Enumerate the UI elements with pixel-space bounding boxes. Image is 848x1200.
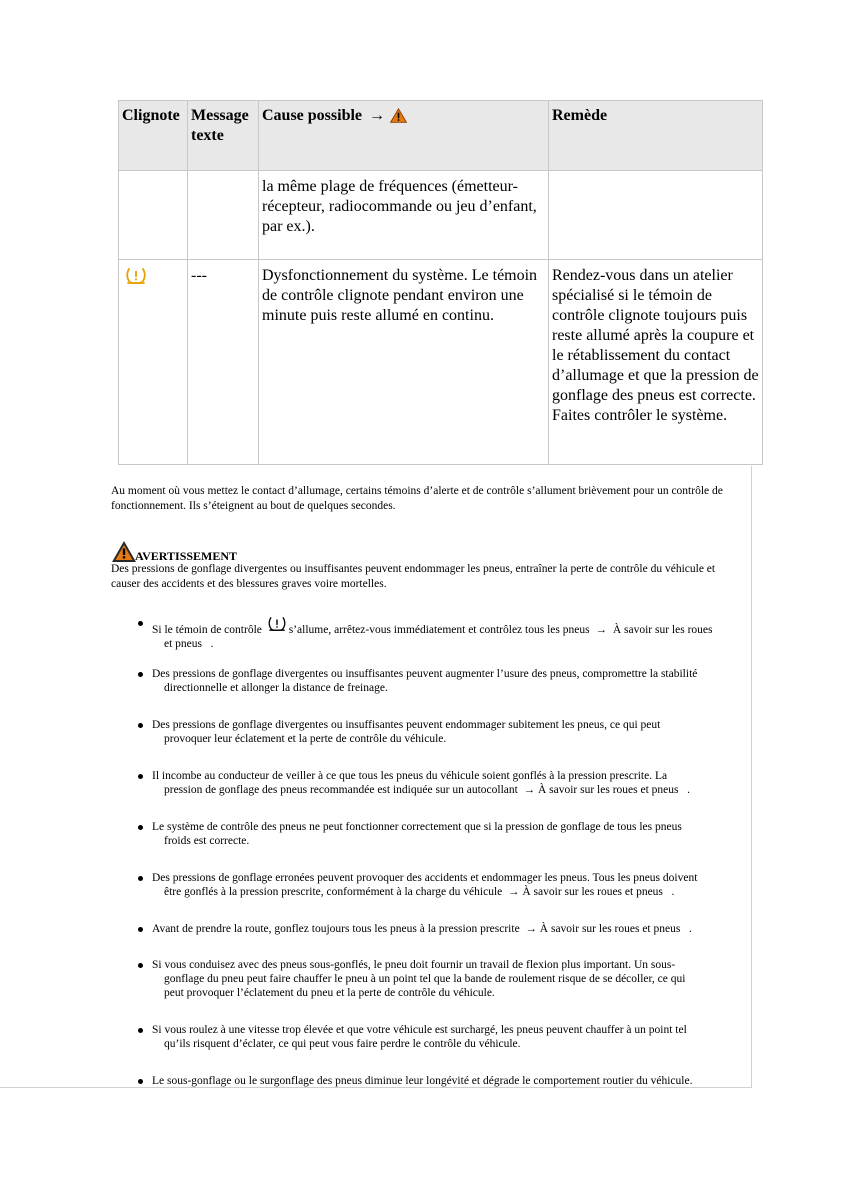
bullet-text-line2: et pneus . — [164, 638, 214, 650]
bullet-text-line2[interactable]: être gonflés à la pression prescrite, conformément à la charge du véhicule → À savoir sur les roues et pneus . — [164, 886, 675, 898]
cell-remedy: Rendez-vous dans un atelier spécialisé si le témoin de contrôle clignote toujours puis reste allumé après la coupure et le rétablissement du contact d’allumage et que la pression de gonflage des pneus est correcte. Faites contrôler le système. — [549, 260, 763, 465]
cell-blink — [119, 171, 188, 260]
header-blink: Clignote — [119, 101, 188, 171]
header-message-line1: Message — [191, 107, 249, 124]
bullet-dot — [138, 825, 143, 830]
bullet-dot — [138, 723, 143, 728]
bullet-dot — [138, 963, 143, 968]
bullet-dot — [138, 1028, 143, 1033]
header-cause-arrow: → — [369, 107, 386, 124]
bullet-dot — [138, 927, 143, 932]
cell-remedy — [549, 171, 763, 260]
bullet-dot — [138, 774, 143, 779]
bullet-text-line3: peut provoquer l’éclatement du pneu et la perte de contrôle du véhicule. — [164, 987, 495, 999]
cell-cause: Dysfonctionnement du système. Le témoin de contrôle clignote pendant environ une minute puis reste allumé en continu. — [259, 260, 549, 465]
table-row — [119, 171, 763, 260]
cell-cause: la même plage de fréquences (émetteur-récepteur, radiocommande ou jeu d’enfant, par ex.). — [259, 171, 549, 260]
bullet-text: Le système de contrôle des pneus ne peut fonctionner correctement que si la pression de gonflage de tous les pneus — [152, 821, 682, 833]
bullet-text-line2: froids est correcte. — [164, 835, 250, 847]
bullet-dot — [138, 1079, 143, 1084]
cell-message — [188, 171, 259, 260]
bullet-text-line2: qu’ils risquent d’éclater, ce qui peut vous faire perdre le contrôle du véhicule. — [164, 1038, 521, 1050]
header-remedy: Remède — [549, 101, 763, 171]
bullet-dot — [138, 876, 143, 881]
intro-paragraph: Au moment où vous mettez le contact d’allumage, certains témoins d’alerte et de contrôle s’allument brièvement pour un contrôle de fonctionnement. Ils s’éteignent au bout de quelques secondes. — [111, 485, 723, 512]
header-message — [188, 101, 259, 171]
see-also-link[interactable]: À savoir sur les roues — [612, 624, 713, 636]
header-message-line2: texte — [191, 127, 224, 144]
bullet-dot — [138, 672, 143, 677]
bullet-text: Si vous roulez à une vitesse trop élevée et que votre véhicule est surchargé, les pneus peuvent chauffer à un point tel — [152, 1024, 687, 1036]
header-cause — [259, 101, 549, 171]
bullet-text-line2: provoquer leur éclatement et la perte de contrôle du véhicule. — [164, 733, 447, 745]
warning-text: Des pressions de gonflage divergentes ou insuffisantes peuvent endommager les pneus, entraîner la perte de contrôle du véhicule et causer des accidents et des blessures graves voire mortelles. — [111, 563, 716, 590]
cell-message: --- — [188, 260, 259, 465]
bullet-text[interactable]: Avant de prendre la route, gonflez toujours tous les pneus à la pression prescrite → À savoir sur les roues et pneus . — [152, 923, 692, 935]
header-cause-label: Cause possible — [262, 107, 363, 124]
bullet-text: Le sous-gonflage ou le surgonflage des pneus diminue leur longévité et dégrade le comportement routier du véhicule. — [152, 1075, 693, 1087]
warning-heading — [111, 537, 741, 563]
tpms-warning-icon — [125, 267, 147, 285]
bullet-text-line2: gonflage du pneu peut faire chauffer le pneu à un point tel que la bande de roulement risque de se décoller, ce qui — [164, 973, 686, 985]
table-row — [119, 260, 763, 465]
frame-right-line — [751, 466, 752, 1088]
bullet-text-line2: directionnelle et allonger la distance de freinage. — [164, 682, 388, 694]
warning-triangle-icon — [390, 108, 407, 123]
bullet-dot — [138, 621, 143, 626]
bullet-text: Si vous conduisez avec des pneus sous-gonflés, le pneu doit fournir un travail de flexion plus important. Un sous- — [152, 959, 676, 971]
cell-blink — [119, 260, 188, 465]
warning-block — [111, 537, 741, 592]
bullet-text: Des pressions de gonflage erronées peuvent provoquer des accidents et endommager les pneus. Tous les pneus doivent — [152, 872, 698, 884]
bullet-text: s’allume, arrêtez-vous immédiatement et contrôlez tous les pneus — [288, 624, 590, 636]
tpms-warning-icon — [267, 616, 287, 632]
bullet-text: Il incombe au conducteur de veiller à ce que tous les pneus du véhicule soient gonflés à la pression prescrite. La — [152, 770, 668, 782]
see-also-arrow: → — [595, 624, 607, 636]
warning-triangle-icon — [111, 540, 137, 563]
table-header-row — [119, 101, 763, 171]
frame-bottom-line — [0, 1087, 752, 1088]
bullet-text: Si le témoin de contrôle — [152, 624, 262, 636]
bullet-text: Des pressions de gonflage divergentes ou insuffisantes peuvent augmenter l’usure des pneus, compromettre la stabilité — [152, 668, 698, 680]
warning-lamp-table — [118, 100, 763, 465]
warning-title: AVERTISSEMENT — [135, 549, 238, 563]
bullet-text-line2[interactable]: pression de gonflage des pneus recommandée est indiquée sur un autocollant → À savoir sur les roues et pneus . — [164, 784, 690, 796]
bullet-text: Des pressions de gonflage divergentes ou insuffisantes peuvent endommager subitement les pneus, ce qui peut — [152, 719, 661, 731]
